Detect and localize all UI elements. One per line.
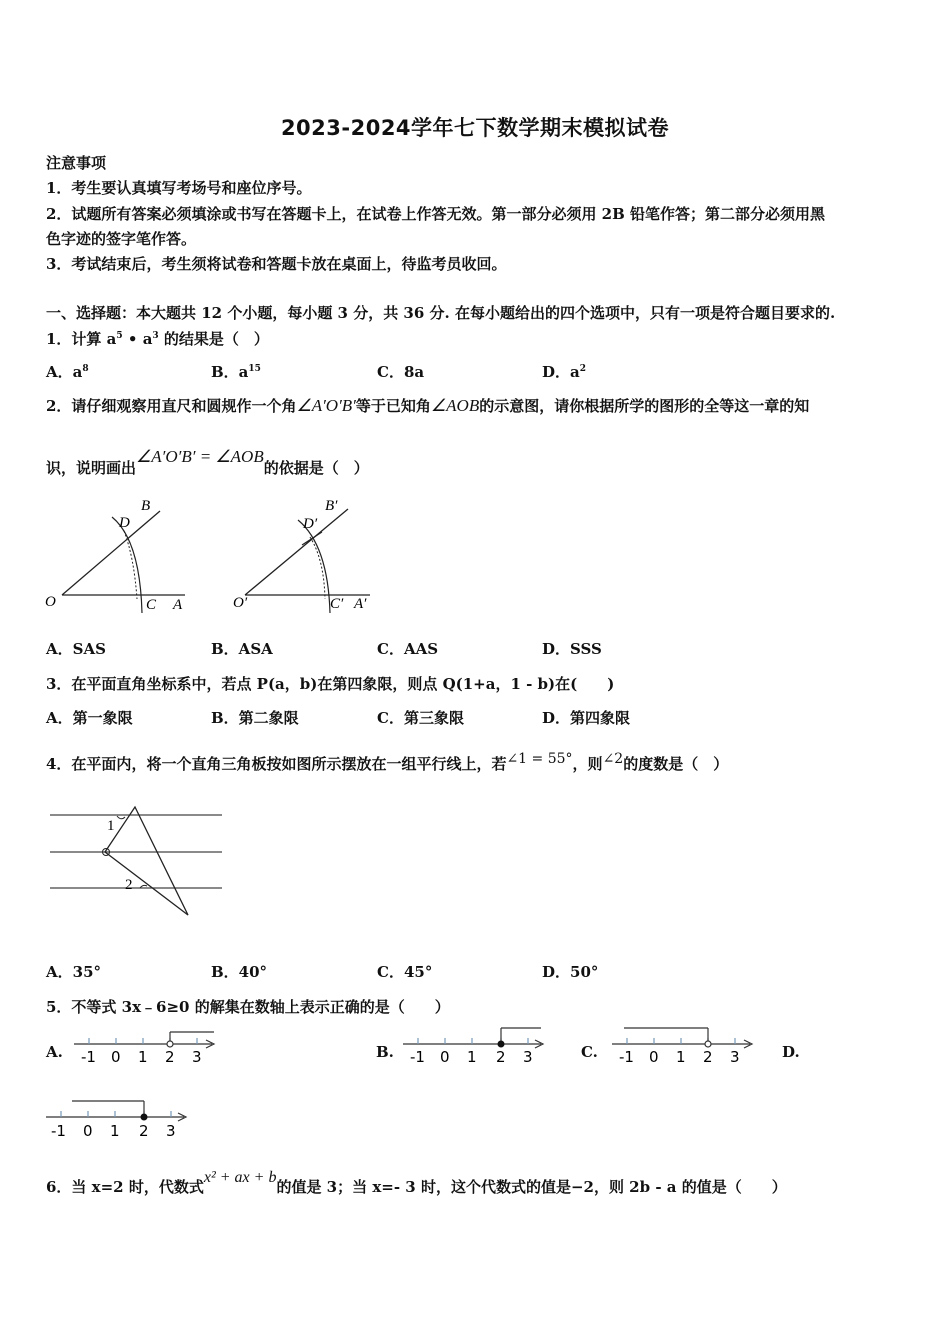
- q1-option-a[interactable]: A．$a^8$: [46, 363, 89, 381]
- tick-label: 3: [730, 1048, 740, 1066]
- q4-option-a[interactable]: A．35°: [46, 963, 102, 981]
- q1-option-d[interactable]: D．$a^2$: [542, 363, 586, 381]
- tick-label: 1: [676, 1048, 686, 1066]
- note-item: 1．考生要认真填写考场号和座位序号。: [46, 179, 312, 197]
- tick-label: 1: [467, 1048, 477, 1066]
- tick-label: -1: [81, 1048, 96, 1066]
- q2-figure-copy: [230, 495, 390, 620]
- page-title: 2023-2024学年七下数学期末模拟试卷: [280, 116, 670, 140]
- q4-option-b[interactable]: B．40°: [211, 963, 268, 981]
- tick-label: 1: [138, 1048, 148, 1066]
- q1-option-c[interactable]: C．8a: [377, 363, 425, 381]
- tick-label: -1: [619, 1048, 634, 1066]
- tick-label: 2: [496, 1048, 506, 1066]
- label-b-prime: B′: [325, 498, 338, 514]
- q5-numberline-d: [46, 1100, 194, 1142]
- label-o: O: [45, 594, 56, 610]
- angle-2-label: 2: [125, 877, 133, 893]
- q3-option-b[interactable]: B．第二象限: [211, 709, 299, 727]
- tick-label: 2: [165, 1048, 175, 1066]
- q2-stem-line2: 识，说明画出∠A′O′B′ = ∠AOB的依据是（ ）: [46, 447, 369, 477]
- q5-stem: 5．不等式 3x﹣6≥0 的解集在数轴上表示正确的是（ ）: [46, 998, 450, 1016]
- q5-option-b[interactable]: B.: [376, 1043, 394, 1061]
- q5-option-a[interactable]: A.: [46, 1043, 63, 1061]
- notes-heading: 注意事项: [46, 154, 107, 172]
- note-item: 3．考试结束后，考生须将试卷和答题卡放在桌面上，待监考员收回。: [46, 255, 507, 273]
- q3-option-a[interactable]: A．第一象限: [46, 709, 133, 727]
- q5-numberline-b: [403, 1028, 551, 1068]
- tick-label: 2: [139, 1122, 149, 1140]
- note-item: 色字迹的签字笔作答。: [46, 230, 197, 248]
- section-heading: 一、选择题：本大题共 12 个小题，每小题 3 分，共 36 分. 在每小题给出的四个选项中，只有一项是符合题目要求的.: [46, 304, 836, 322]
- label-c-prime: C′: [330, 596, 344, 612]
- q1-option-b[interactable]: B．$a^{15}$: [211, 363, 261, 381]
- label-d: D: [119, 515, 130, 531]
- q3-option-c[interactable]: C．第三象限: [377, 709, 464, 727]
- label-c: C: [146, 597, 157, 613]
- label-b: B: [141, 498, 151, 514]
- tick-label: 0: [440, 1048, 450, 1066]
- label-a: A: [173, 597, 183, 613]
- q4-option-d[interactable]: D．50°: [542, 963, 599, 981]
- q4-option-c[interactable]: C．45°: [377, 963, 433, 981]
- q2-option-a[interactable]: A．SAS: [46, 640, 106, 658]
- q5-numberline-a: [74, 1028, 222, 1068]
- q4-figure: [45, 800, 230, 925]
- q2-option-d[interactable]: D．SSS: [542, 640, 602, 658]
- q2-figure-original: [40, 495, 200, 620]
- q3-stem: 3．在平面直角坐标系中，若点 P(a，b)在第四象限，则点 Q(1+a，1 - b)在( ): [46, 675, 615, 693]
- angle-1-label: 1: [107, 818, 115, 834]
- tick-label: 1: [110, 1122, 120, 1140]
- tick-label: 3: [192, 1048, 202, 1066]
- label-a-prime: A′: [354, 596, 367, 612]
- q5-numberline-c: [612, 1028, 760, 1068]
- tick-label: -1: [410, 1048, 425, 1066]
- label-d-prime: D′: [303, 516, 318, 532]
- tick-label: -1: [51, 1122, 66, 1140]
- tick-label: 0: [83, 1122, 93, 1140]
- tick-label: 0: [649, 1048, 659, 1066]
- tick-label: 2: [703, 1048, 713, 1066]
- q4-stem: 4．在平面内，将一个直角三角板按如图所示摆放在一组平行线上，若∠1 = 55°，则∠2的度数是（ ）: [46, 751, 729, 773]
- q2-option-c[interactable]: C．AAS: [377, 640, 439, 658]
- label-o-prime: O′: [233, 595, 248, 611]
- tick-label: 0: [111, 1048, 121, 1066]
- q1-stem: 1．计算 $a^5$ • $a^3$ 的结果是（ ）: [46, 330, 269, 348]
- q2-option-b[interactable]: B．ASA: [211, 640, 273, 658]
- q2-stem-line1: 2．请仔细观察用直尺和圆规作一个角∠A′O′B′等于已知角∠AOB的示意图，请你根据所学的图形的全等这一章的知: [46, 396, 810, 415]
- tick-label: 3: [523, 1048, 533, 1066]
- q5-option-c[interactable]: C.: [581, 1043, 598, 1061]
- q6-stem: 6．当 x=2 时，代数式x² + ax + b的值是 3；当 x=- 3 时，这个代数式的值是−2，则 2b - a 的值是（ ）: [46, 1169, 787, 1196]
- note-item: 2．试题所有答案必须填涂或书写在答题卡上，在试卷上作答无效。第一部分必须用 2B 铅笔作答；第二部分必须用黑: [46, 205, 826, 223]
- q5-option-d[interactable]: D.: [782, 1043, 800, 1061]
- q3-option-d[interactable]: D．第四象限: [542, 709, 631, 727]
- tick-label: 3: [166, 1122, 176, 1140]
